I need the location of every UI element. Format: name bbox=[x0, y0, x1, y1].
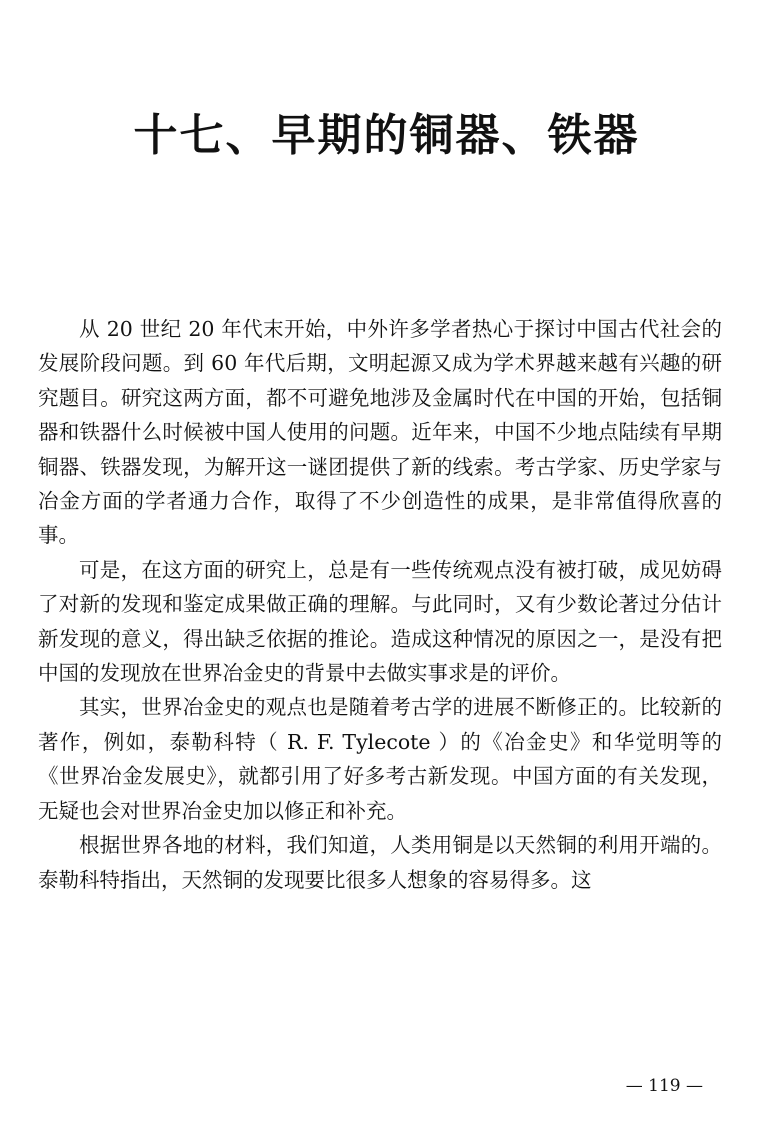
chapter-title: 十七、早期的铜器、铁器 bbox=[133, 110, 640, 161]
paragraph-1: 从 20 世纪 20 年代末开始，中外许多学者热心于探讨中国古代社会的发展阶段问题。到 60 年代后期，文明起源又成为学术界越来越有兴趣的研究题目。研究这两方面，都不可避免地涉及金属时代在中国的开始，包括铜器和铁器什么时候被中国人使用的问题。近年来，中国不少地点陆续有早期铜器、铁器发现，为解开这一谜团提供了新的线索。考古学家、历史学家与冶金方面的学者通力合作，取得了不少创造性的成果，是非常值得欣喜的事。 bbox=[38, 317, 722, 548]
page-number: — 119 — bbox=[625, 1076, 703, 1096]
paragraph-3: 其实，世界冶金史的观点也是随着考古学的进展不断修正的。比较新的著作，例如，泰勒科特（ R. F. Tylecote ）的《冶金史》和华觉明等的《世界冶金发展史》，就都引用了好多考古新发现。中国方面的有关发现，无疑也会对世界冶金史加以修正和补充。 bbox=[38, 695, 722, 823]
body-text bbox=[38, 312, 722, 897]
paragraph-4: 根据世界各地的材料，我们知道，人类用铜是以天然铜的利用开端的。泰勒科特指出，天然铜的发现要比很多人想象的容易得多。这 bbox=[38, 833, 722, 892]
paragraph-2: 可是，在这方面的研究上，总是有一些传统观点没有被打破，成见妨碍了对新的发现和鉴定成果做正确的理解。与此同时，又有少数论著过分估计新发现的意义，得出缺乏依据的推论。造成这种情况的原因之一，是没有把中国的发现放在世界冶金史的背景中去做实事求是的评价。 bbox=[38, 557, 722, 686]
